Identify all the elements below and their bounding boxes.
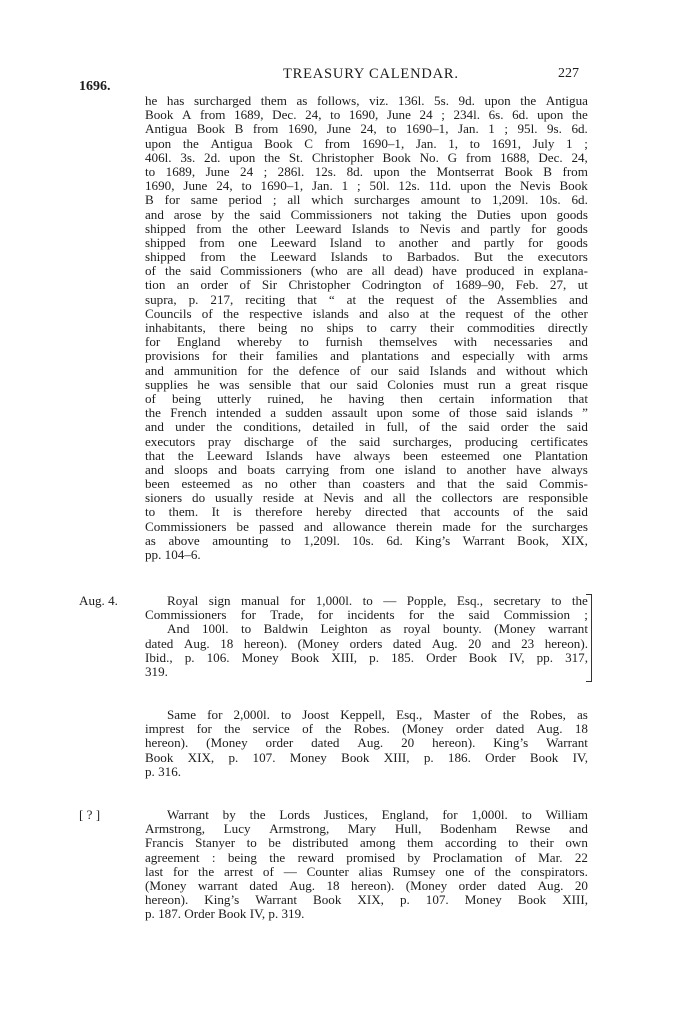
text-line: shipped from the other Leeward Islands to Nevis and partly for goods (145, 221, 588, 236)
text-line: Royal sign manual for 1,000l. to — Popple, Esq., secretary to the (167, 594, 588, 608)
text-line: for England whereby to furnish themselves with necessaries and (145, 335, 588, 350)
header-year: 1696. (79, 79, 111, 94)
entry-4 (145, 808, 588, 922)
text-line: sioners do usually reside at Nevis and all the collectors are responsible (145, 491, 588, 506)
entry-3 (145, 708, 588, 779)
text-line: hereon). King’s Warrant Book XIX, p. 107. Money Book XIII, (145, 893, 588, 908)
text-line: Antigua Book B from 1690, June 24, to 1690–1, Jan. 1 ; 95l. 9s. 6d. (145, 122, 588, 137)
text-line: imprest for the service of the Robes. (Money order dated Aug. 18 (145, 722, 588, 737)
text-line: Warrant by the Lords Justices, England, for 1,000l. to William (167, 808, 588, 822)
text-line: the French intended a sudden assault upon some of those said islands ” (145, 406, 588, 421)
text-line: 319. (145, 664, 168, 679)
text-line: B for same period ; all which surcharges amount to 1,209l. 10s. 6d. (145, 193, 588, 208)
text-line: And 100l. to Baldwin Leighton as royal bounty. (Money warrant (167, 622, 588, 637)
text-line: Same for 2,000l. to Joost Keppell, Esq., Master of the Robes, as (167, 708, 588, 722)
text-line: pp. 104–6. (145, 548, 201, 562)
text-line: provisions for their families and plantations and especially with arms (145, 349, 588, 364)
text-line: last for the arrest of — Counter alias Rumsey one of the conspirators. (145, 864, 588, 879)
text-line: been esteemed as no other than coasters and that the said Commis- (145, 477, 588, 492)
text-line: Book XIX, p. 107. Money Book XIII, p. 186. Order Book IV, (145, 750, 588, 765)
text-line: and arose by the said Commissioners not taking the Duties upon goods (145, 207, 588, 222)
text-line: Commissioners be passed and allowance therein made for the surcharges (145, 519, 588, 534)
text-line: upon the Antigua Book C from 1690–1, Jan. 1, to 1691, July 1 ; (145, 136, 588, 151)
running-title: TREASURY CALENDAR. (283, 66, 459, 82)
text-line: and sloops and boats carrying from one island to another have always (145, 462, 588, 477)
text-line: to them. It is therefore hereby directed that accounts of the said (145, 505, 588, 520)
text-line: Ibid., p. 106. Money Book XIII, p. 185. Order Book IV, pp. 317, (145, 650, 588, 665)
text-line: p. 316. (145, 764, 182, 779)
text-line: Book A from 1689, Dec. 24, to 1690, June 24 ; 234l. 6s. 6d. upon the (145, 108, 588, 123)
text-line: Councils of the respective islands and also at the request of the other (145, 306, 588, 321)
text-line: 1690, June 24, to 1690–1, Jan. 1 ; 50l. 12s. 11d. upon the Nevis Book (145, 179, 588, 194)
text-line: supra, p. 217, reciting that “ at the request of the Assemblies and (145, 292, 588, 307)
text-line: of being utterly ruined, he having then certain information that (145, 391, 588, 406)
page-number: 227 (558, 66, 579, 81)
text-line: and ammunition for the defence of our said Islands and without which (145, 363, 588, 378)
text-line: of the said Commissioners (who are all dead) have produced in explana- (145, 264, 588, 279)
text-line: shipped from the Leeward Islands to Barbados. But the executors (145, 250, 588, 265)
text-line: agreement : being the reward promised by Proclamation of Mar. 22 (145, 850, 588, 865)
text-line: 406l. 3s. 2d. upon the St. Christopher Book No. G from 1688, Dec. 24, (145, 150, 588, 165)
text-line: and under the conditions, detailed in full, of the said order the said (145, 420, 588, 435)
text-line: he has surcharged them as follows, viz. 136l. 5s. 9d. upon the Antigua (145, 94, 588, 108)
text-line: shipped from one Leeward Island to another and partly for goods (145, 235, 588, 250)
text-line: Armstrong, Lucy Armstrong, Mary Hull, Bodenham Rewse and (145, 822, 588, 837)
text-line: dated Aug. 18 hereon). (Money orders dated Aug. 20 and 23 hereon). (145, 636, 588, 651)
text-line: that the Leeward Islands have always been esteemed one Plantation (145, 448, 588, 463)
text-line: inhabitants, there being no ships to carry their commodities directly (145, 321, 588, 335)
text-line: tion an order of Sir Christopher Codrington of 1689–90, Feb. 27, ut (145, 278, 588, 293)
entry-1 (145, 94, 588, 562)
text-line: as above amounting to 1,209l. 10s. 6d. King’s Warrant Book, XIX, (145, 533, 588, 548)
entry-date: Aug. 4. (79, 593, 118, 608)
text-line: executors pray discharge of the said surcharges, producing certificates (145, 434, 588, 449)
text-line: to 1689, June 24 ; 286l. 12s. 8d. upon the Montserrat Book B from (145, 164, 588, 179)
text-line: p. 187. Order Book IV, p. 319. (145, 907, 305, 922)
text-line: hereon). (Money order dated Aug. 20 hereon). King’s Warrant (145, 736, 588, 751)
entry-2 (145, 594, 588, 679)
text-line: supplies he was sensible that our said Colonies must run a great risque (145, 377, 588, 392)
bracket (586, 594, 592, 682)
text-line: (Money warrant dated Aug. 18 hereon). (Money order dated Aug. 20 (145, 878, 588, 893)
text-line: Francis Stanyer to be distributed among them according to their own (145, 836, 588, 851)
text-line: Commissioners for Trade, for incidents for the said Commission ; (145, 608, 588, 623)
entry-date: [ ? ] (79, 807, 101, 822)
